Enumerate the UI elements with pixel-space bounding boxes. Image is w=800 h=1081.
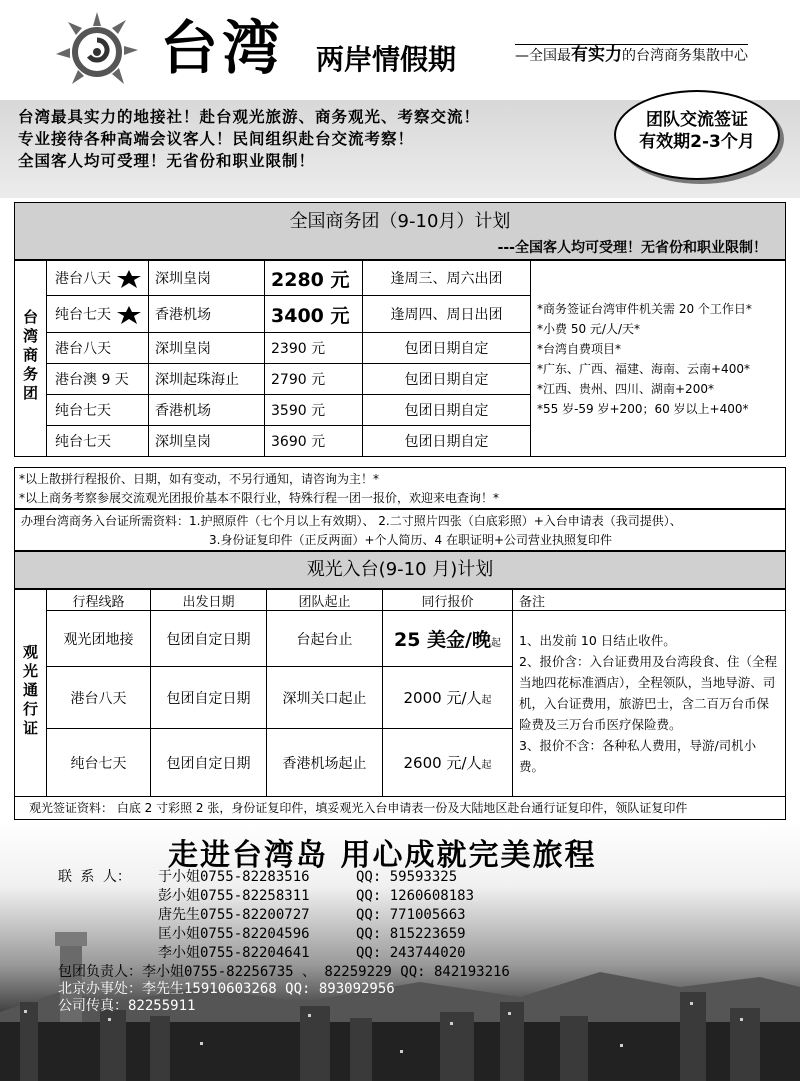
price-cell	[383, 611, 513, 667]
contact-name: 彭小姐0755-82258311	[158, 888, 310, 904]
departure-cell: 深圳皇岗	[149, 261, 265, 296]
price-cell: 3590 元	[265, 395, 363, 426]
price-cell: 3400 元	[265, 296, 363, 333]
departure-cell: 香港机场	[149, 296, 265, 333]
business-docs	[14, 509, 786, 551]
schedule-cell: 包团日期自定	[363, 395, 531, 426]
hot-star-icon	[117, 306, 141, 324]
price-suffix: 起	[481, 760, 492, 771]
contact-qq: QQ: 1260608183	[356, 888, 475, 904]
route-cell: 观光团地接	[47, 611, 151, 667]
price-cell: 2280 元	[265, 261, 363, 296]
business-table	[14, 260, 786, 457]
business-subtitle: ---全国客人均可受理！无省份和职业限制！	[497, 240, 767, 256]
tagline	[515, 44, 748, 66]
visa-badge-line1: 团队交流签证	[646, 110, 748, 130]
side-note: *广东、广西、福建、海南、云南+400*	[537, 361, 750, 376]
contact-qq-list	[356, 868, 474, 963]
disclaimer-line: *以上散拼行程报价、日期，如有变动，不另行通知，请咨询为主！*	[19, 472, 380, 486]
visa-badge	[614, 90, 780, 180]
contact-qq: QQ: 771005663	[356, 907, 466, 923]
price-suffix: 起	[481, 695, 492, 706]
page-title: 台湾	[160, 14, 285, 82]
side-note: *商务签证台湾审件机关需 20 个工作日*	[537, 301, 752, 316]
promo-line: 台湾最具实力的地接社！赴台观光旅游、商务观光、考察交流！	[18, 108, 481, 126]
price-cell: 3690 元	[265, 426, 363, 457]
route-cell	[47, 296, 149, 333]
side-note: *小费 50 元/人/天*	[537, 321, 640, 336]
visa-docs: 观光签证资料： 白底 2 寸彩照 2 张，身份证复印件，填妥观光入台申请表一份及大陆地区赴台通行证复印件，领队证复印件	[14, 796, 786, 820]
tagline-pre: —全国最	[515, 48, 571, 64]
column-header: 备注	[513, 590, 786, 611]
route-cell: 纯台七天	[47, 729, 151, 797]
schedule-cell: 包团日期自定	[363, 426, 531, 457]
slogan: 走进台湾岛 用心成就完美旅程	[168, 838, 597, 873]
price-main: 25 美金/晚	[394, 629, 491, 651]
table-header-row	[15, 590, 786, 611]
tagline-bold: 有实力	[571, 45, 622, 65]
route-text: 纯台七天	[55, 307, 111, 323]
route-cell: 港台八天	[47, 333, 149, 364]
footer	[0, 822, 800, 1081]
price-cell: 2790 元	[265, 364, 363, 395]
range-cell: 深圳关口起止	[267, 667, 383, 729]
date-cell: 包团自定日期	[151, 729, 267, 797]
business-side-label: 台湾商务团	[21, 309, 39, 404]
business-title: 全国商务团（9-10月）计划	[289, 211, 511, 232]
route-text: 港台八天	[55, 271, 111, 287]
schedule-cell: 逢周三、周六出团	[363, 261, 531, 296]
contact-list	[158, 868, 310, 963]
page-subtitle: 两岸情假期	[316, 43, 457, 76]
departure-cell: 香港机场	[149, 395, 265, 426]
tourism-side-label: 观光通行证	[21, 643, 39, 739]
range-cell: 香港机场起止	[267, 729, 383, 797]
price-main: 2600 元/人	[403, 754, 482, 772]
business-side-label-cell	[15, 261, 47, 457]
tourism-table	[14, 589, 786, 797]
side-note: *55 岁-59 岁+200；60 岁以上+400*	[537, 401, 749, 416]
tourism-section-header	[14, 551, 786, 589]
column-header: 行程线路	[47, 590, 151, 611]
price-suffix: 起	[491, 638, 501, 649]
contact-name: 于小姐0755-82283516	[158, 869, 310, 885]
tourism-title: 观光入台(9-10 月)计划	[306, 559, 494, 580]
contact-name: 李小姐0755-82204641	[158, 945, 310, 961]
contact-name: 唐先生0755-82200727	[158, 907, 310, 923]
contact-qq: QQ: 59593325	[356, 869, 458, 885]
charter-contact: 包团负责人：李小姐0755-82256735 、 82259229 QQ: 842193216	[58, 964, 510, 980]
tourism-side-label-cell	[15, 590, 47, 797]
beijing-office: 北京办事处：李先生15910603268 QQ: 893092956	[58, 981, 395, 997]
sun-swirl-logo	[52, 10, 142, 90]
docs-line: 3.身份证复印件（正反两面）+个人简历、4 在职证明+公司营业执照复印件	[209, 533, 613, 547]
schedule-cell: 包团日期自定	[363, 364, 531, 395]
contact-qq: QQ: 815223659	[356, 926, 466, 942]
header	[0, 0, 800, 100]
company-fax: 公司传真：82255911	[58, 998, 196, 1014]
contact-qq: QQ: 243744020	[356, 945, 466, 961]
date-cell: 包团自定日期	[151, 667, 267, 729]
column-header: 同行报价	[383, 590, 513, 611]
visa-badge-line2: 有效期2-3个月	[639, 132, 755, 152]
table-row	[15, 261, 786, 296]
price-cell	[383, 667, 513, 729]
range-cell: 台起台止	[267, 611, 383, 667]
business-side-notes	[531, 261, 786, 457]
table-row	[15, 611, 786, 667]
departure-cell: 深圳皇岗	[149, 333, 265, 364]
route-cell: 港台八天	[47, 667, 151, 729]
schedule-cell: 包团日期自定	[363, 333, 531, 364]
price-cell	[383, 729, 513, 797]
route-cell: 纯台七天	[47, 426, 149, 457]
remark-line: 1、出发前 10 日结止收件。	[519, 633, 676, 648]
contact-label: 联 系 人：	[58, 869, 131, 885]
side-note: *江西、贵州、四川、湖南+200*	[537, 381, 714, 396]
departure-cell: 深圳起珠海止	[149, 364, 265, 395]
side-note: *台湾自费项目*	[537, 341, 622, 356]
docs-line: 办理台湾商务入台证所需资料：1.护照原件（七个月以上有效期）、 2.二寸照片四张（白底彩照）+入台申请表（我司提供）、	[21, 514, 682, 528]
departure-cell: 深圳皇岗	[149, 426, 265, 457]
date-cell: 包团自定日期	[151, 611, 267, 667]
contact-name: 匡小姐0755-82204596	[158, 926, 310, 942]
remark-line: 3、报价不含：各种私人费用，导游/司机小费。	[519, 738, 757, 774]
price-main: 2000 元/人	[403, 689, 482, 707]
column-header: 团队起止	[267, 590, 383, 611]
business-section-header	[14, 202, 786, 260]
route-cell: 港台澳 9 天	[47, 364, 149, 395]
price-cell: 2390 元	[265, 333, 363, 364]
route-cell	[47, 261, 149, 296]
route-cell: 纯台七天	[47, 395, 149, 426]
hot-star-icon	[117, 270, 141, 288]
schedule-cell: 逢周四、周日出团	[363, 296, 531, 333]
column-header: 出发日期	[151, 590, 267, 611]
remark-line: 2、报价含：入台证费用及台湾段食、住（全程当地四花标准酒店），全程领队，当地导游、司机，入台证费用，旅游巴士，含二百万台币保险费及三万台币医疗保险费。	[519, 654, 777, 732]
tourism-remarks	[513, 611, 786, 797]
promo-line: 全国客人均可受理！无省份和职业限制！	[18, 152, 316, 170]
business-disclaimers	[14, 467, 786, 509]
promo-line: 专业接待各种高端会议客人！民间组织赴台交流考察！	[18, 130, 415, 148]
disclaimer-line: *以上商务考察参展交流观光团报价基本不限行业，特殊行程一团一报价，欢迎来电查询！*	[19, 491, 500, 505]
tagline-post: 的台湾商务集散中心	[622, 48, 748, 64]
